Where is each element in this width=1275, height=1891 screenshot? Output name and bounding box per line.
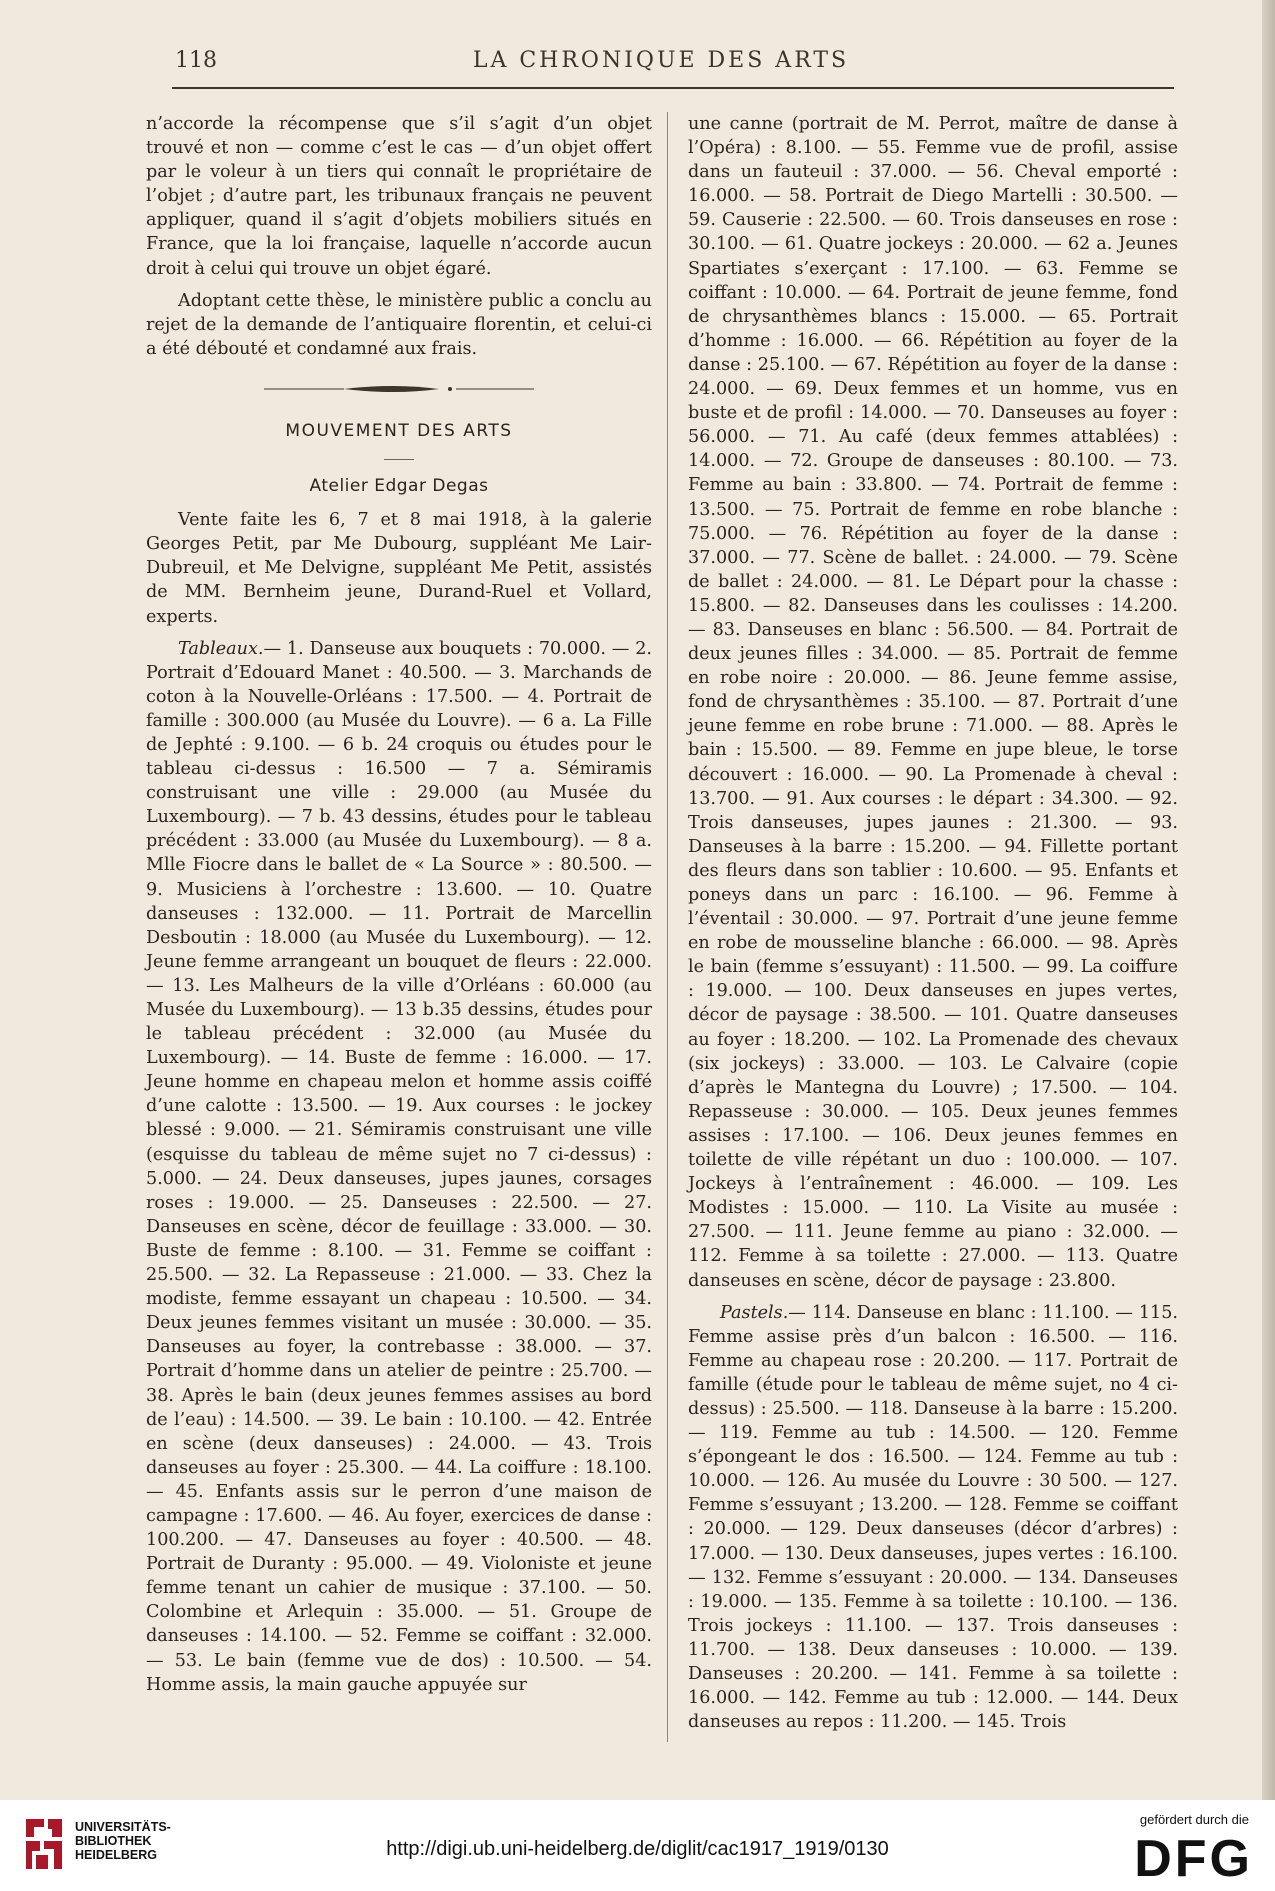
library-name-line: UNIVERSITÄTS- xyxy=(75,1820,171,1834)
section-title: MOUVEMENT DES ARTS xyxy=(285,420,513,441)
small-rule xyxy=(384,459,414,460)
category-label: Tableaux. xyxy=(178,638,264,659)
paragraph: n’accorde la récompense que s’il s’agit d’un objet trouvé et non — comme c’est le cas — d’un objet offert par le voleur à un tiers qui connaît le propriétaire de l’objet ; d’autre part, les tribunaux français ne peuvent appliquer, quand il s’agit d’objets mobiliers situés en France, que la loi française, laquelle n’accorde aucun droit à celui qui trouve un objet égaré. xyxy=(146,114,652,279)
dfg-logo: DFG xyxy=(1134,1830,1253,1888)
paragraph: Vente faite les 6, 7 et 8 mai 1918, à la galerie Georges Petit, par Me Dubourg, suppléant Me Lair-Dubreuil, et Me Delvigne, suppléant Me Petit, assistés de MM. Bernheim jeune, Durand-Ruel et Vollard, experts. xyxy=(146,510,652,627)
page-number: 118 xyxy=(175,48,217,73)
footer-bar xyxy=(0,1800,1275,1891)
library-name-line: BIBLIOTHEK xyxy=(75,1834,152,1848)
paragraph: Adoptant cette thèse, le ministère public a conclu au rejet de la demande de l’antiquaire florentin, et celui-ci a été débouté et condamné aux frais. xyxy=(146,290,652,359)
category-label: Pastels. xyxy=(720,1302,789,1323)
funded-by-label: gefördert durch die xyxy=(1139,1812,1249,1827)
header-rule xyxy=(172,87,1174,89)
permalink-url[interactable]: http://digi.ub.uni-heidelberg.de/diglit/cac1917_1919/0130 xyxy=(386,1838,889,1860)
paragraph-sale-list xyxy=(146,637,652,1697)
sale-list-text: — 114. Danseuse en blanc : 11.100. — 115. Femme assise près d’un balcon : 16.500. — 116. Femme au chapeau rose : 20.200. — 117. Portrait de famille (étude pour le tableau de même sujet, no 4 ci-dessus) : 25.500. — 118. Danseuse à la barre : 15.200. — 119. Femme au tub : 14.500. — 120. Femme s’épongeant le dos : 16.500. — 124. Femme au tub : 10.000. — 126. Au musée du Louvre : 30 500. — 127. Femme s’essuyant ; 13.200. — 128. Femme se coiffant : 20.000. — 129. Deux danseuses (décor d’arbres) : 17.000. — 130. Deux danseuses, jupes vertes : 16.100. — 132. Femme s’essuyant : 20.000. — 134. Danseuses : 19.000. — 135. Femme à sa toilette : 10.100. — 136. Trois jockeys : 11.100. — 137. Trois danseuses : 11.700. — 138. Deux danseuses : 10.000. — 139. Danseuses : 20.200. — 141. Femme à sa toilette : 16.000. — 142. Femme au tub : 12.000. — 144. Deux danseuses au repos : 11.200. — 145. Trois xyxy=(688,1302,1178,1733)
scan-edge xyxy=(1262,0,1275,1800)
subsection-title: Atelier Edgar Degas xyxy=(309,476,489,497)
running-title: LA CHRONIQUE DES ARTS xyxy=(472,48,850,73)
library-name-line: HEIDELBERG xyxy=(75,1848,157,1862)
paragraph-pastels xyxy=(688,1301,1178,1735)
paragraph: une canne (portrait de M. Perrot, maître de danse à l’Opéra) : 8.100. — 55. Femme vue de profil, assise dans un fauteuil : 37.000. — 56. Cheval emporté : 16.000. — 58. Portrait de Diego Martelli : 30.500. — 59. Causerie : 22.500. — 60. Trois danseuses en rose : 30.100. — 61. Quatre jockeys : 20.000. — 62 a. Jeunes Spartiates s’exerçant : 17.100. — 63. Femme se coiffant : 10.000. — 64. Portrait de jeune femme, fond de chrysanthèmes blancs : 15.000. — 65. Portrait d’homme : 16.000. — 66. Répétition au foyer de la danse : 25.100. — 67. Répétition au foyer de la danse : 24.000. — 69. Deux femmes et un homme, vus en buste et de profil : 14.000. — 70. Danseuses au foyer : 56.000. — 71. Au café (deux femmes attablées) : 14.000. — 72. Groupe de danseuses : 80.100. — 73. Femme au bain : 33.800. — 74. Portrait de femme : 13.500. — 75. Portrait de femme en robe blanche : 75.000. — 76. Répétition au foyer de la danse : 37.000. — 77. Scène de ballet. : 24.000. — 79. Scène de ballet : 24.000. — 81. Le Départ pour la chasse : 15.800. — 82. Danseuses dans les coulisses : 14.200. — 83. Danseuses en blanc : 56.500. — 84. Portrait de deux jeunes filles : 34.000. — 85. Portrait de femme en robe noire : 20.000. — 86. Jeune femme assise, fond de chrysanthèmes : 35.100. — 87. Portrait d’une jeune femme en robe brune : 71.000. — 88. Après le bain : 15.500. — 89. Femme en jupe bleue, le torse découvert : 16.000. — 90. La Promenade à cheval : 13.700. — 91. Aux courses : le départ : 34.300. — 92. Trois danseuses, jupes jaunes : 21.300. — 93. Danseuses à la barre : 15.200. — 94. Fillette portant des fleurs dans son tablier : 10.600. — 95. Enfants et poneys dans un parc : 16.100. — 96. Femme à l’éventail : 30.000. — 97. Portrait d’une jeune femme en robe de mousseline blanche : 66.000. — 98. Après le bain (femme s’essuyant) : 11.500. — 99. La coiffure : 19.000. — 100. Deux danseuses en jupes vertes, décor de paysage : 38.500. — 101. Quatre danseuses au foyer : 18.200. — 102. La Promenade des chevaux (six jockeys) : 33.000. — 103. Le Calvaire (copie d’après le Mantegna du Louvre) ; 17.500. — 104. Repasseuse : 30.000. — 105. Deux jeunes femmes assises : 17.100. — 106. Deux jeunes femmes en toilette de ville répétant un duo : 100.000. — 107. Jockeys à l’entraînement : 46.000. — 109. Les Modistes : 15.000. — 110. La Visite au musée : 27.500. — 111. Jeune femme au piano : 32.000. — 112. Femme à sa toilette : 27.000. — 113. Quatre danseuses en scène, décor de paysage : 23.800. xyxy=(688,114,1178,1291)
ornament-rule-icon xyxy=(264,381,534,397)
left-column xyxy=(146,112,652,1697)
ornament-divider xyxy=(146,381,652,397)
right-column xyxy=(688,112,1178,1734)
column-divider xyxy=(667,112,668,1742)
page-header xyxy=(150,48,1172,78)
sale-list-text: — 1. Danseuse aux bouquets : 70.000. — 2. Portrait d’Edouard Manet : 40.500. — 3. Marchands de coton à la Nouvelle-Orléans : 17.500. — 4. Portrait de famille : 300.000 (au Musée du Louvre). — 6 a. La Fille de Jephté : 9.100. — 6 b. 24 croquis ou études pour le tableau ci-dessus : 16.500 — 7 a. Sémiramis construisant une ville : 29.000 (au Musée du Luxembourg). — 7 b. 43 dessins, études pour le tableau précédent : 33.000 (au Musée du Luxembourg). — 8 a. Mlle Fiocre dans le ballet de « La Source » : 80.500. — 9. Musiciens à l’orchestre : 13.600. — 10. Quatre danseuses : 132.000. — 11. Portrait de Marcellin Desboutin : 18.000 (au Musée du Luxembourg). — 12. Jeune femme arrangeant un bouquet de fleurs : 22.000. — 13. Les Malheurs de la ville d’Orléans : 60.000 (au Musée du Luxembourg). — 13 b.35 dessins, études pour le tableau précédent : 32.000 (au Musée du Luxembourg). — 14. Buste de femme : 16.000. — 17. Jeune homme en chapeau melon et homme assis coiffé d’une calotte : 13.500. — 19. Aux courses : le jockey blessé : 9.000. — 21. Sémiramis construisant une ville (esquisse du tableau de même sujet no 7 ci-dessus) : 5.000. — 24. Deux danseuses, jupes jaunes, corsages roses : 19.000. — 25. Danseuses : 22.500. — 27. Danseuses en scène, décor de feuillage : 33.000. — 30. Buste de femme : 8.100. — 31. Femme se coiffant : 25.500. — 32. La Repasseuse : 21.000. — 33. Chez la modiste, femme essayant un chapeau : 10.500. — 34. Deux jeunes femmes visitant un musée : 30.000. — 35. Danseuses au foyer, la contrebasse : 38.000. — 37. Portrait d’homme dans un atelier de peintre : 25.700. — 38. Après le bain (deux jeunes femmes assises au bord de l’eau) : 14.500. — 39. Le bain : 10.100. — 42. Entrée en scène (deux danseuses) : 24.000. — 43. Trois danseuses au foyer : 25.300. — 44. La coiffure : 18.100. — 45. Enfants assis sur le perron d’une maison de campagne : 17.600. — 46. Au foyer, exercices de danse : 100.200. — 47. Danseuses au foyer : 40.500. — 48. Portrait de Duranty : 95.000. — 49. Violoniste et jeune femme tenant un cahier de musique : 37.100. — 50. Colombine et Arlequin : 35.000. — 51. Groupe de danseuses : 14.100. — 52. Femme se coiffant : 32.000. — 53. Le bain (femme vue de dos) : 10.500. — 54. Homme assis, la main gauche appuyée sur xyxy=(146,638,652,1695)
